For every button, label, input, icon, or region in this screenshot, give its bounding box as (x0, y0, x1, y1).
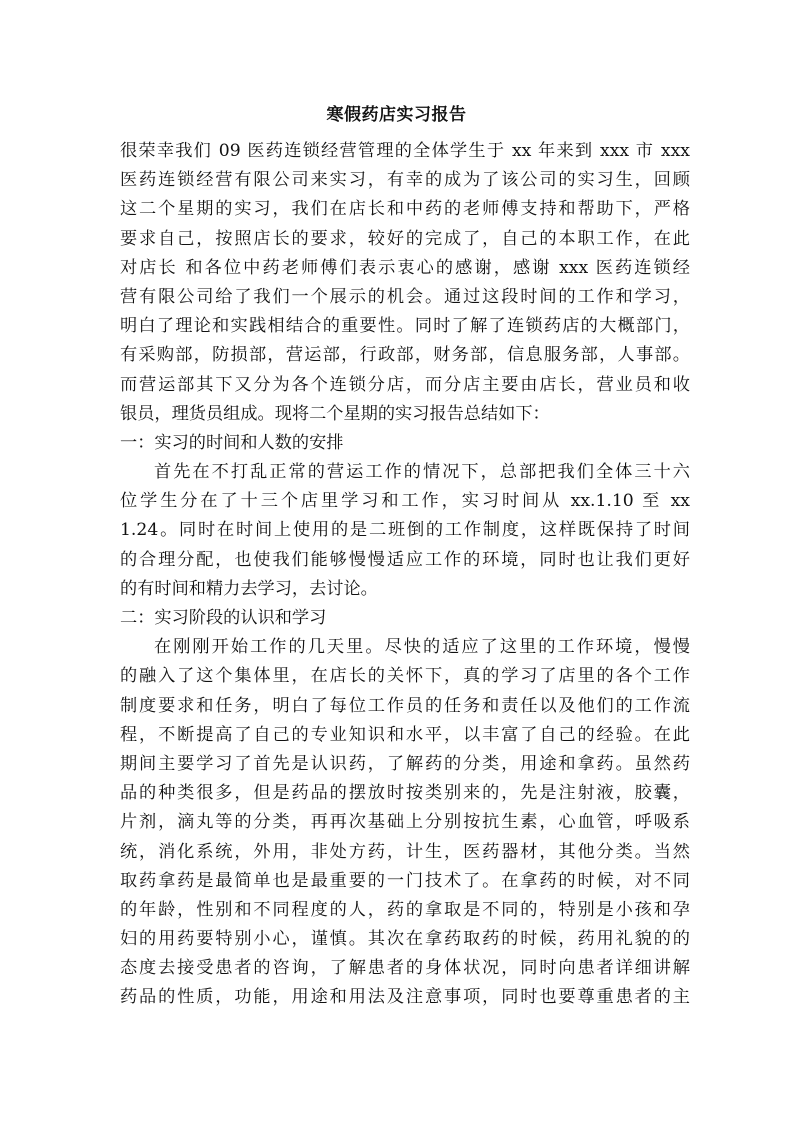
body-line: 对店长 和各位中药老师傅们表示衷心的感谢，感谢 xxx 医药连锁经 (120, 257, 690, 278)
body-line: 程，不断提高了自己的专业知识和水平，以丰富了自己的经验。在此 (120, 724, 690, 745)
body-line: 这二个星期的实习，我们在店长和中药的老师傅支持和帮助下，严格 (120, 199, 690, 220)
body-line: 片剂，滴丸等的分类，再再次基础上分别按抗生素，心血管，呼吸系 (120, 812, 690, 833)
body-line: 制度要求和任务，明白了每位工作员的任务和责任以及他们的工作流 (120, 695, 690, 716)
body-line: 态度去接受患者的咨询，了解患者的身体状况，同时向患者详细讲解 (120, 958, 690, 979)
body-line: 的年龄，性别和不同程度的人，药的拿取是不同的，特别是小孩和孕 (120, 899, 690, 920)
body-line: 的融入了这个集体里，在店长的关怀下，真的学习了店里的各个工作 (120, 666, 690, 687)
body-line: 要求自己，按照店长的要求，较好的完成了，自己的本职工作，在此 (120, 228, 690, 249)
body-line: 品的种类很多，但是药品的摆放时按类别来的，先是注射液，胶囊， (120, 783, 690, 804)
body-line: 在刚刚开始工作的几天里。尽快的适应了这里的工作环境，慢慢 (154, 637, 690, 658)
body-line: 首先在不打乱正常的营运工作的情况下，总部把我们全体三十六 (154, 462, 690, 483)
body-line: 药品的性质，功能，用途和用法及注意事项，同时也要尊重患者的主 (120, 987, 690, 1008)
body-line: 妇的用药要特别小心，谨慎。其次在拿药取药的时候，药用礼貌的的 (120, 929, 690, 950)
body-line: 期间主要学习了首先是认识药，了解药的分类，用途和拿药。虽然药 (120, 753, 690, 774)
body-line: 统，消化系统，外用，非处方药，计生，医药器材，其他分类。当然 (120, 841, 690, 862)
body-line: 取药拿药是最简单也是最重要的一门技术了。在拿药的时候，对不同 (120, 870, 690, 891)
body-line: 二：实习阶段的认识和学习 (120, 608, 327, 628)
body-line: 明白了理论和实践相结合的重要性。同时了解了连锁药店的大概部门， (120, 316, 690, 337)
body-line: 有采购部，防损部，营运部，行政部，财务部，信息服务部，人事部。 (120, 345, 690, 366)
body-line: 位学生分在了十三个店里学习和工作，实习时间从 xx.1.10 至 xx (120, 491, 690, 512)
body-line: 而营运部其下又分为各个连锁分店，而分店主要由店长，营业员和收 (120, 374, 690, 395)
body-line: 银员，理货员组成。现将二个星期的实习报告总结如下： (120, 403, 550, 424)
body-line: 的合理分配，也使我们能够慢慢适应工作的环境，同时也让我们更好 (120, 549, 690, 570)
body-line: 医药连锁经营有限公司来实习，有幸的成为了该公司的实习生，回顾 (120, 170, 690, 191)
body-line: 很荣幸我们 09 医药连锁经营管理的全体学生于 xx 年来到 xxx 市 xxx (120, 141, 690, 161)
body-line: 的有时间和精力去学习，去讨论。 (120, 578, 378, 599)
body-line: 1.24。同时在时间上使用的是二班倒的工作制度，这样既保持了时间 (120, 520, 690, 541)
document-body (120, 137, 690, 1013)
body-line: 一：实习的时间和人数的安排 (120, 432, 344, 453)
body-line: 营有限公司给了我们一个展示的机会。通过这段时间的工作和学习， (120, 286, 690, 307)
document-title: 寒假药店实习报告 (326, 105, 467, 125)
